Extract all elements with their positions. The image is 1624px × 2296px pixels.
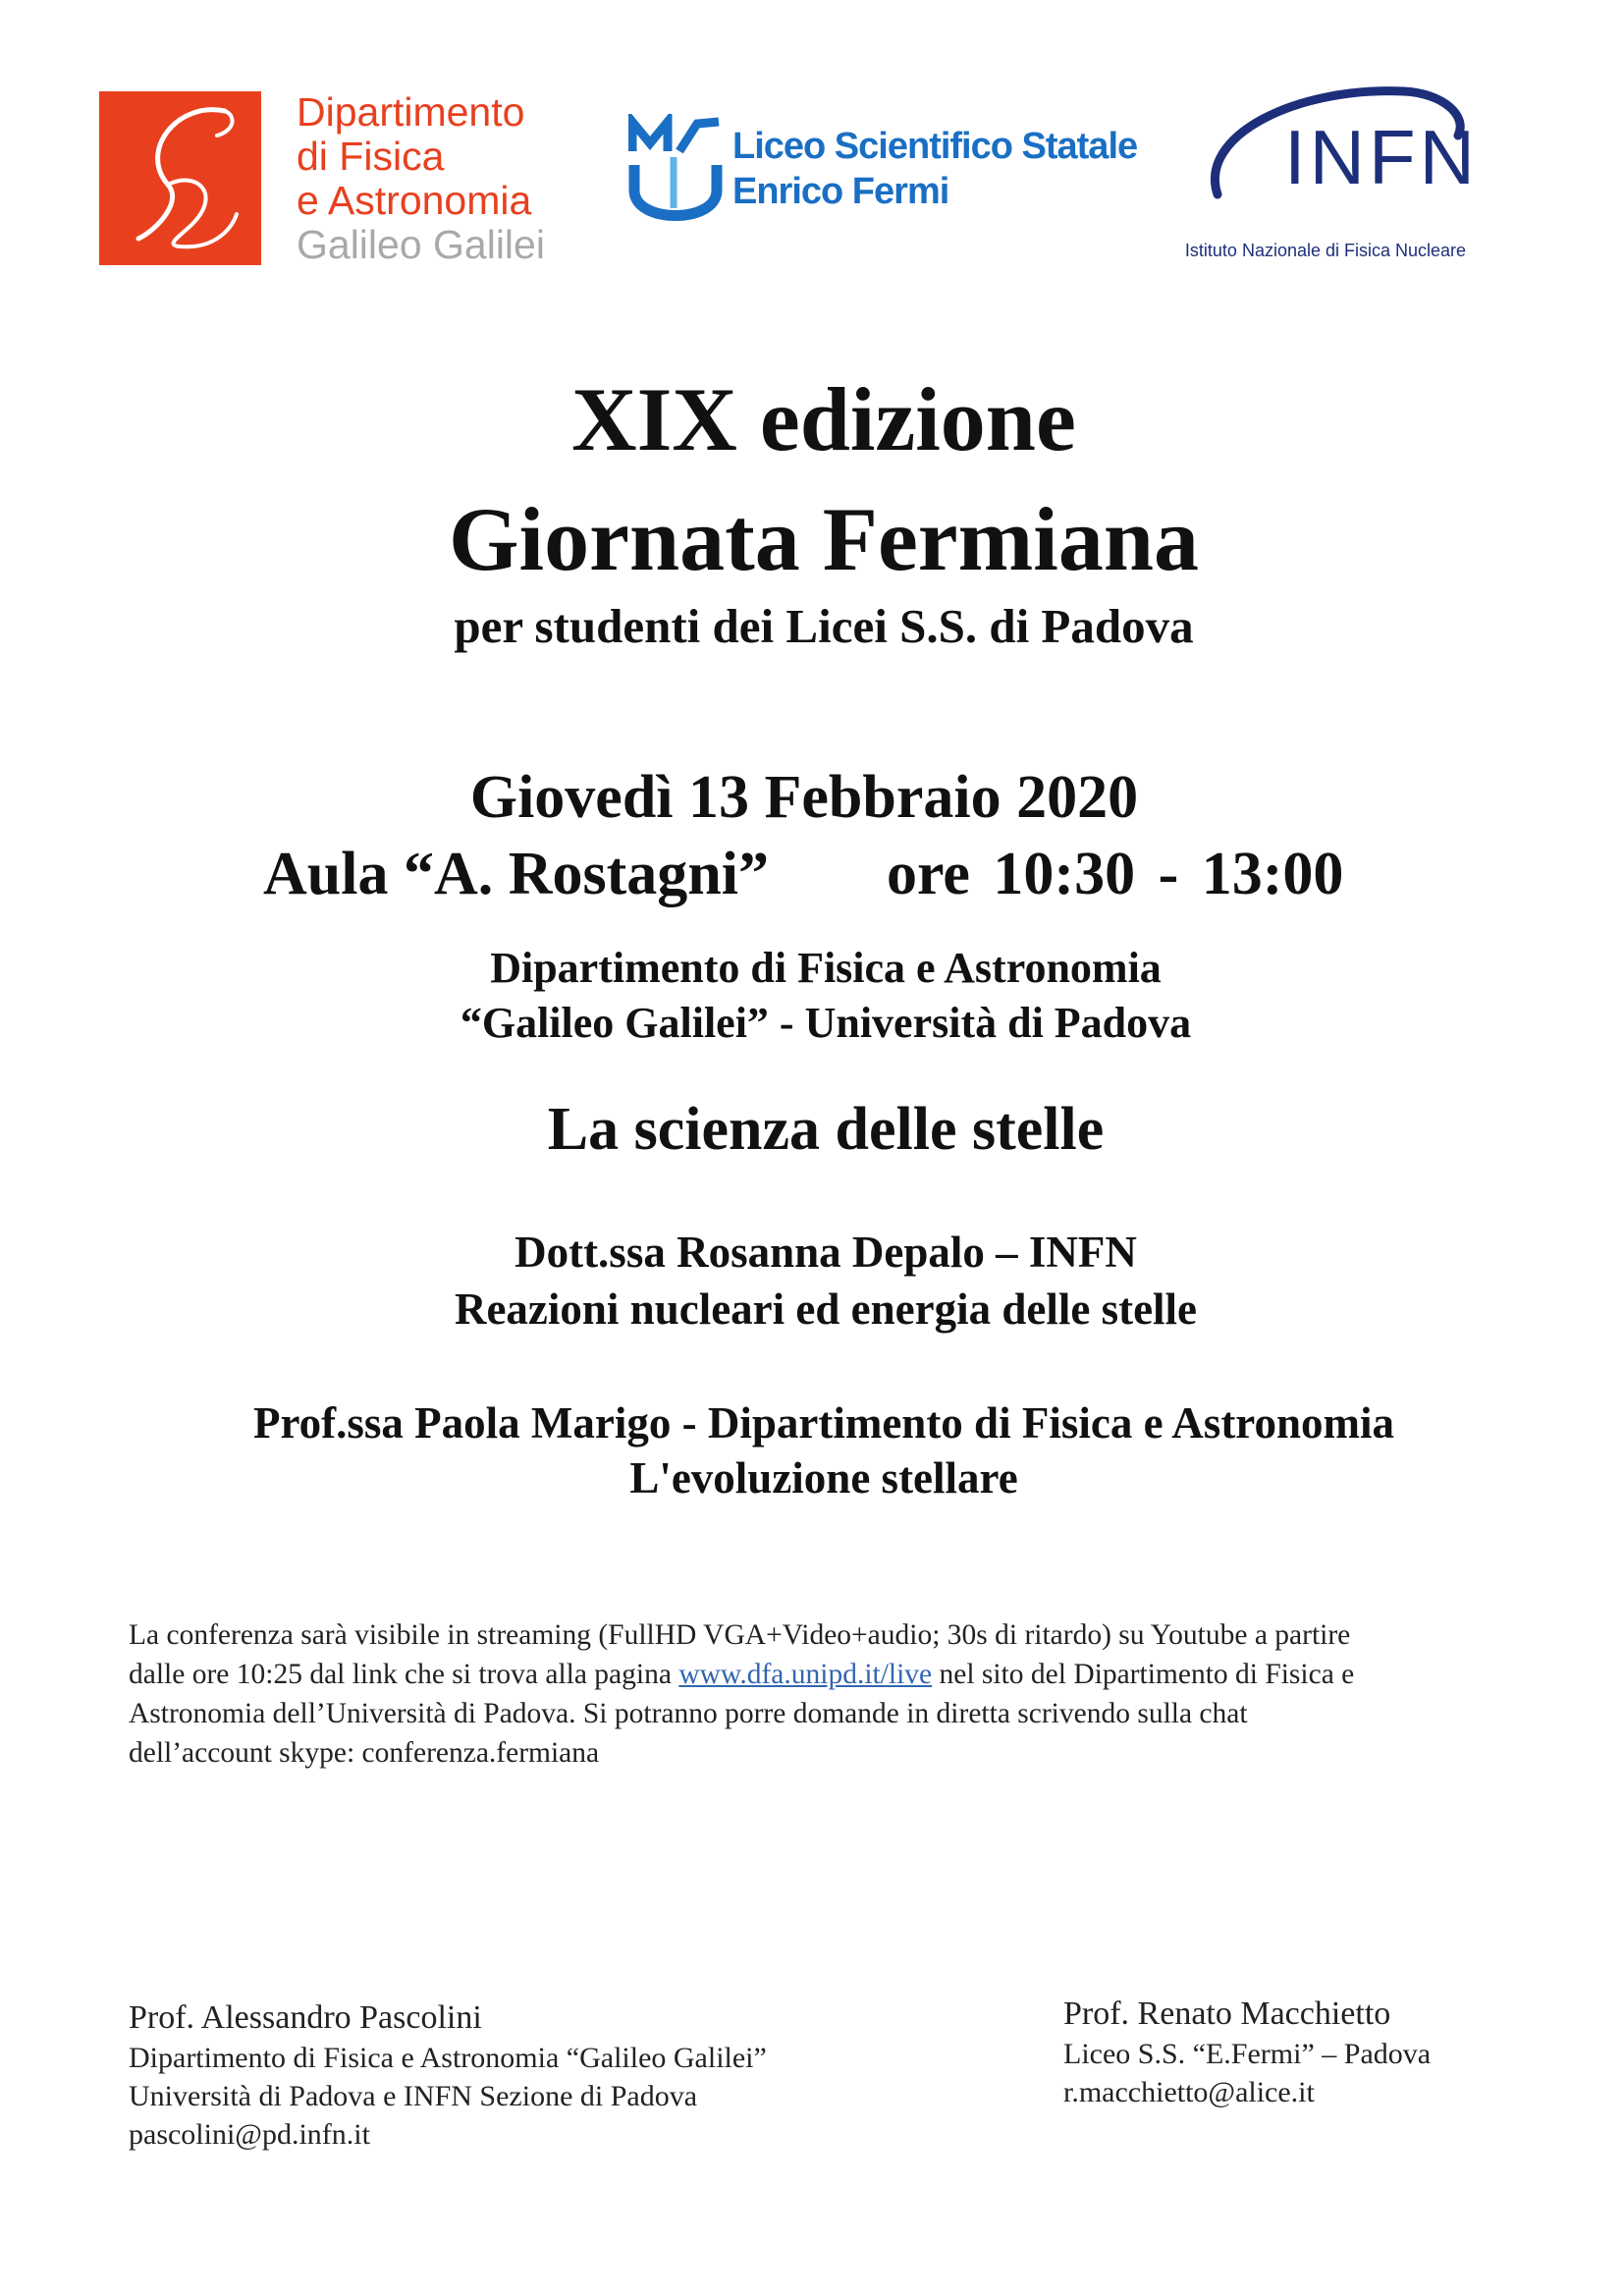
edition-title: XIX edizione xyxy=(571,369,1076,469)
live-stream-link[interactable]: www.dfa.unipd.it/live xyxy=(678,1659,933,1690)
streaming-text: dalle ore 10:25 dal link che si trova alla pagina xyxy=(129,1659,679,1690)
liceo-logo-line2: Enrico Fermi xyxy=(732,171,949,212)
organizer-affiliation: Liceo S.S. “E.Fermi” – Padova xyxy=(1063,2038,1432,2070)
speaker-talk-title: Reazioni nucleari ed energia delle stelle xyxy=(454,1285,1198,1334)
liceo-fermi-icon xyxy=(628,114,723,238)
speaker-talk-title: L'evoluzione stellare xyxy=(629,1453,1018,1503)
event-date: Giovedì 13 Febbraio 2020 xyxy=(469,764,1139,831)
speaker-name: Prof.ssa Paola Marigo - Dipartimento di Fisica e Astronomia xyxy=(253,1398,1394,1448)
event-audience: per studenti dei Licei S.S. di Padova xyxy=(454,599,1194,653)
organizer-email: r.macchietto@alice.it xyxy=(1063,2076,1315,2108)
speaker-name: Dott.ssa Rosanna Depalo – INFN xyxy=(514,1228,1137,1277)
streaming-text: nel sito del Dipartimento di Fisica e xyxy=(932,1659,1355,1690)
liceo-logo-wordmark xyxy=(732,124,1137,214)
infn-logo-acronym: INFN xyxy=(1284,114,1479,200)
dfa-logo-line: Dipartimento xyxy=(297,89,525,135)
organizer-email: pascolini@pd.infn.it xyxy=(129,2118,370,2151)
host-department: Dipartimento di Fisica e Astronomia xyxy=(490,944,1162,992)
streaming-line: Astronomia dell’Università di Padova. Si potranno porre domande in diretta scrivendo sulla chat xyxy=(129,1698,1248,1729)
event-location: Aula “A. Rostagni” xyxy=(263,841,770,907)
host-university: “Galileo Galilei” - Università di Padova xyxy=(460,999,1192,1047)
organizer-signature-right xyxy=(1063,1994,1431,2111)
infn-logo-subtitle: Istituto Nazionale di Fisica Nucleare xyxy=(1184,241,1467,260)
event-title: Giornata Fermiana xyxy=(449,489,1199,589)
liceo-logo-line1: Liceo Scientifico Statale xyxy=(732,126,1138,167)
dfa-logo-mark xyxy=(99,91,261,265)
dfa-logo-wordmark xyxy=(297,90,545,267)
organizer-name: Prof. Renato Macchietto xyxy=(1063,1995,1391,2032)
streaming-line xyxy=(129,1655,1543,1694)
event-theme: La scienza delle stelle xyxy=(547,1096,1105,1163)
streaming-info xyxy=(129,1615,1543,1773)
organizer-name: Prof. Alessandro Pascolini xyxy=(129,1999,482,2036)
organizer-affiliation: Università di Padova e INFN Sezione di Padova xyxy=(129,2080,698,2112)
organizer-signature-left xyxy=(129,1997,767,2154)
organizer-affiliation: Dipartimento di Fisica e Astronomia “Galileo Galilei” xyxy=(129,2042,767,2074)
galileo-g-icon xyxy=(99,91,261,265)
streaming-line: La conferenza sarà visibile in streaming (FullHD VGA+Video+audio; 30s di ritardo) su Youtube a partire xyxy=(129,1619,1351,1651)
event-time: ore 10:30 - 13:00 xyxy=(887,841,1344,907)
dfa-logo-line: e Astronomia xyxy=(297,178,532,223)
streaming-line: dell’account skype: conferenza.fermiana xyxy=(129,1737,600,1769)
dfa-logo-subline: Galileo Galilei xyxy=(297,222,545,267)
dfa-logo-line: di Fisica xyxy=(297,134,445,179)
